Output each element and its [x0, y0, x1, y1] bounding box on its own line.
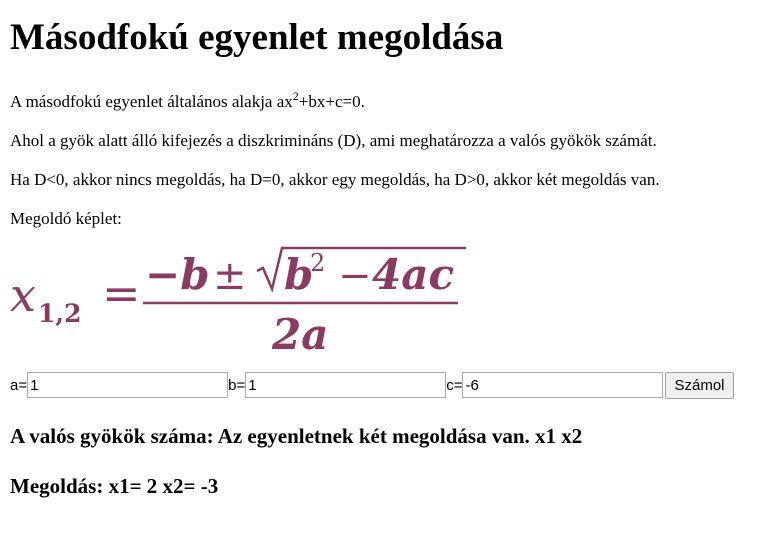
- formula-denominator: 2a: [272, 310, 329, 359]
- general-form-exponent: 2: [292, 89, 299, 103]
- c-input[interactable]: [462, 372, 663, 398]
- a-input[interactable]: [27, 372, 228, 398]
- general-form-text: [10, 89, 780, 112]
- quadratic-formula-image: [10, 243, 470, 367]
- general-form-prefix: A másodfokú egyenlet általános alakja ax: [10, 92, 293, 111]
- page-title: Másodfokú egyenlet megoldása: [10, 17, 504, 58]
- c-label: c=: [446, 376, 463, 394]
- formula-lhs-var: x: [10, 268, 36, 322]
- page-content: [10, 0, 780, 499]
- general-form-suffix: +bx+c=0.: [298, 92, 365, 111]
- coefficient-form: [10, 371, 780, 399]
- formula-lhs-subscript: 1,2: [38, 299, 82, 328]
- formula-minus: −: [338, 253, 372, 299]
- formula-minus-b: −b: [145, 250, 210, 299]
- roots-count-result: A valós gyökök száma: Az egyenletnek két megoldása van. x1 x2: [10, 424, 583, 448]
- formula-label: Megoldó képlet:: [10, 209, 122, 228]
- formula-equals: =: [102, 266, 141, 320]
- formula-plus-minus: ±: [213, 253, 247, 299]
- calculate-button[interactable]: Számol: [665, 372, 733, 399]
- formula-4ac: 4ac: [372, 250, 455, 299]
- formula-b: b: [284, 250, 314, 299]
- cases-text: Ha D<0, akkor nincs megoldás, ha D=0, akkor egy megoldás, ha D>0, akkor két megoldás van.: [10, 170, 660, 189]
- b-input[interactable]: [245, 372, 446, 398]
- b-label: b=: [228, 376, 246, 394]
- solution-result: Megoldás: x1= 2 x2= -3: [10, 474, 219, 498]
- discriminant-text: Ahol a gyök alatt álló kifejezés a diszkrimináns (D), ami meghatározza a valós gyökök számát.: [10, 131, 657, 150]
- a-label: a=: [10, 376, 28, 394]
- formula-b-exponent: 2: [310, 249, 326, 277]
